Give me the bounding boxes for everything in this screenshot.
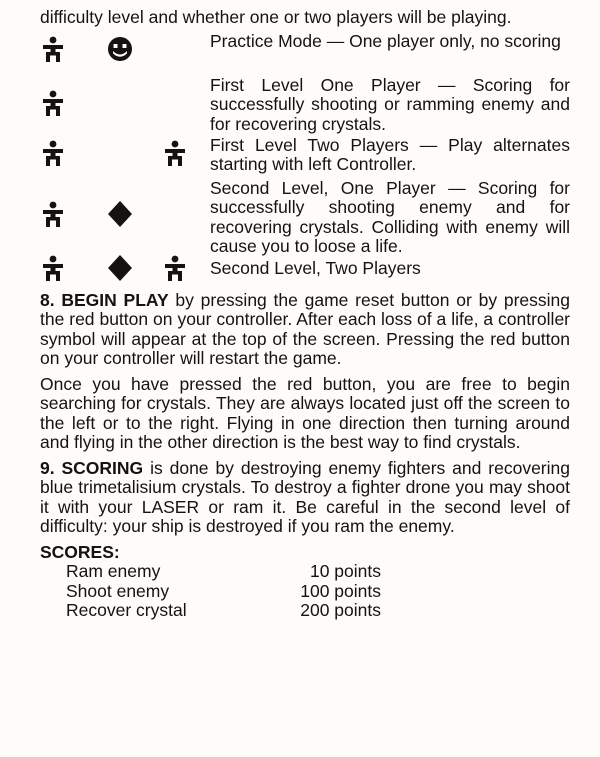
score-points: 10 points <box>309 561 381 581</box>
score-label: Ram enemy <box>66 561 161 581</box>
scores-table <box>66 562 570 621</box>
player-icon <box>42 36 64 62</box>
section-8-paragraph <box>40 291 570 369</box>
section-8-text: by pressing the game reset button or by pressing the red button on your controller. After each loss of a life, a controller symbol will appear at the top of the screen. Pressing the red button on your controller will restart the game. <box>40 289 570 368</box>
score-points: 100 points <box>300 580 381 601</box>
intro-paragraph: difficulty level and whether one or two players will be playing. <box>40 7 512 27</box>
mode-description: Second Level, Two Players <box>210 257 421 278</box>
player-icon <box>164 255 186 281</box>
score-points: 200 points <box>300 600 381 620</box>
section-8-heading: 8. BEGIN PLAY <box>40 289 169 310</box>
mode-description: Second Level, One Player — Scoring for successfully shooting enemy and for recovering crystals. Colliding with enemy will cause you to loose a life. <box>210 177 570 256</box>
diamond-icon <box>107 200 133 228</box>
diamond-icon <box>107 254 133 282</box>
mode-row-practice <box>40 32 570 76</box>
mode-description: First Level Two Players — Play alternates starting with left Controller. <box>210 134 570 174</box>
player-icon <box>42 201 64 227</box>
player-icon <box>164 140 186 166</box>
manual-page <box>40 8 570 621</box>
mode-row-second-level-one-player <box>40 179 570 259</box>
scores-section <box>40 543 570 621</box>
mode-description: First Level One Player — Scoring for successfully shooting or ramming enemy and for recovering crystals. <box>210 74 570 134</box>
mode-description: Practice Mode — One player only, no scoring <box>210 30 561 51</box>
section-9-paragraph <box>40 459 570 537</box>
score-row <box>66 562 570 582</box>
player-icon <box>42 140 64 166</box>
score-label: Recover crystal <box>66 600 187 620</box>
crystals-paragraph: Once you have pressed the red button, you are free to begin searching for crystals. They are always located just off the screen to the left or to the right. Flying in one direction then turning around and flying in the other direction is the best way to find crystals. <box>40 373 570 452</box>
score-row <box>66 582 570 602</box>
player-icon <box>42 90 64 116</box>
mode-row-first-level-two-players <box>40 136 570 179</box>
scores-heading: SCORES: <box>40 541 120 562</box>
smiley-icon <box>107 36 133 62</box>
mode-row-second-level-two-players <box>40 259 570 289</box>
score-row <box>66 601 570 621</box>
score-label: Shoot enemy <box>66 580 170 601</box>
section-9-text: is done by destroying enemy fighters and recovering blue trimetalisium crystals. To destroy a fighter drone you may shoot it with your LASER or ram it. Be careful in the second level of difficulty: your ship is destroyed if you ram the enemy. <box>40 457 570 536</box>
player-icon <box>42 255 64 281</box>
mode-list <box>40 32 570 289</box>
section-9-heading: 9. SCORING <box>40 457 144 478</box>
mode-row-first-level-one-player <box>40 76 570 136</box>
